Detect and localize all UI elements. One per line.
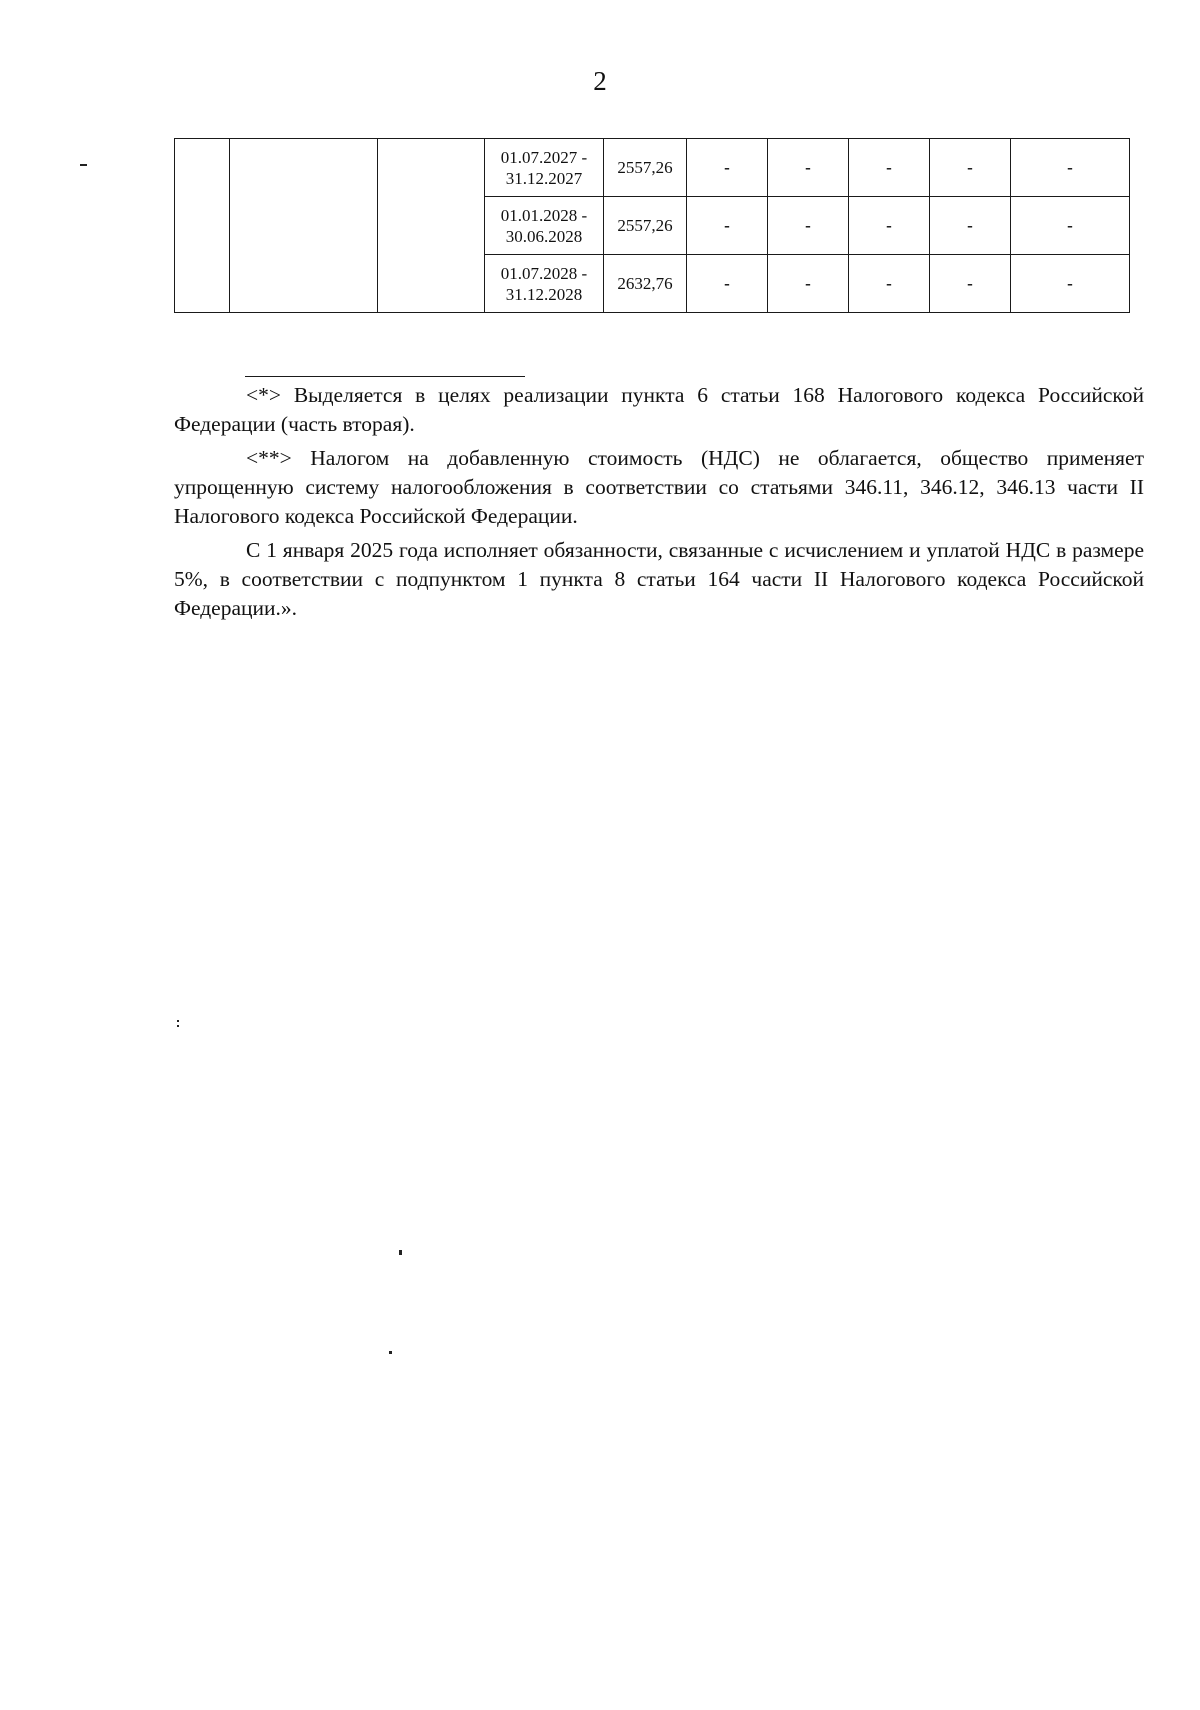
- footnote-double-asterisk: <**> Налогом на добавленную стоимость (НДС) не облагается, общество применяет упрощенную систему налогообложения в соответствии со статьями 346.11, 346.12, 346.13 части II Налогового кодекса Российской Федерации.: [174, 446, 1144, 528]
- empty-cell-col2: [230, 139, 378, 313]
- period-end: 31.12.2028: [505, 284, 583, 304]
- period-cell: [485, 197, 604, 255]
- tariff-value: 2557,26: [604, 197, 687, 255]
- table-row: [175, 139, 1130, 197]
- dash-cell: -: [687, 197, 768, 255]
- period-start: 01.01.2028 -: [500, 205, 588, 225]
- empty-cell-col1: [175, 139, 230, 313]
- empty-cell-col3: [378, 139, 485, 313]
- scan-speck: [399, 1250, 402, 1255]
- period-start: 01.07.2027 -: [500, 147, 588, 167]
- period-end: 31.12.2027: [505, 168, 583, 188]
- dash-cell: -: [1011, 197, 1130, 255]
- dash-cell: -: [930, 255, 1011, 313]
- dash-cell: -: [1011, 255, 1130, 313]
- scan-speck: [177, 1020, 179, 1022]
- dash-cell: -: [930, 139, 1011, 197]
- footnotes: [174, 381, 1144, 628]
- footnote-vat-note: С 1 января 2025 года исполняет обязанности, связанные с исчислением и уплатой НДС в размере 5%, в соответствии с подпунктом 1 пункта 8 статьи 164 части II Налогового кодекса Российской Федерации.».: [174, 538, 1144, 620]
- tariff-table: [174, 138, 1130, 313]
- dash-cell: -: [687, 139, 768, 197]
- dash-cell: -: [1011, 139, 1130, 197]
- scan-speck: [80, 164, 87, 166]
- dash-cell: -: [768, 139, 849, 197]
- dash-cell: -: [768, 197, 849, 255]
- dash-cell: -: [930, 197, 1011, 255]
- scan-speck: [389, 1351, 392, 1354]
- tariff-value: 2557,26: [604, 139, 687, 197]
- dash-cell: -: [849, 139, 930, 197]
- footnote-single-asterisk: <*> Выделяется в целях реализации пункта 6 статьи 168 Налогового кодекса Российской Федерации (часть вторая).: [174, 383, 1144, 436]
- period-start: 01.07.2028 -: [500, 263, 588, 283]
- dash-cell: -: [687, 255, 768, 313]
- tariff-value: 2632,76: [604, 255, 687, 313]
- period-cell: [485, 255, 604, 313]
- dash-cell: -: [849, 197, 930, 255]
- period-cell: [485, 139, 604, 197]
- dash-cell: -: [768, 255, 849, 313]
- page-number: 2: [593, 66, 607, 96]
- scan-speck: [177, 1025, 179, 1027]
- footnote-separator: [245, 376, 525, 377]
- dash-cell: -: [849, 255, 930, 313]
- period-end: 30.06.2028: [505, 226, 583, 246]
